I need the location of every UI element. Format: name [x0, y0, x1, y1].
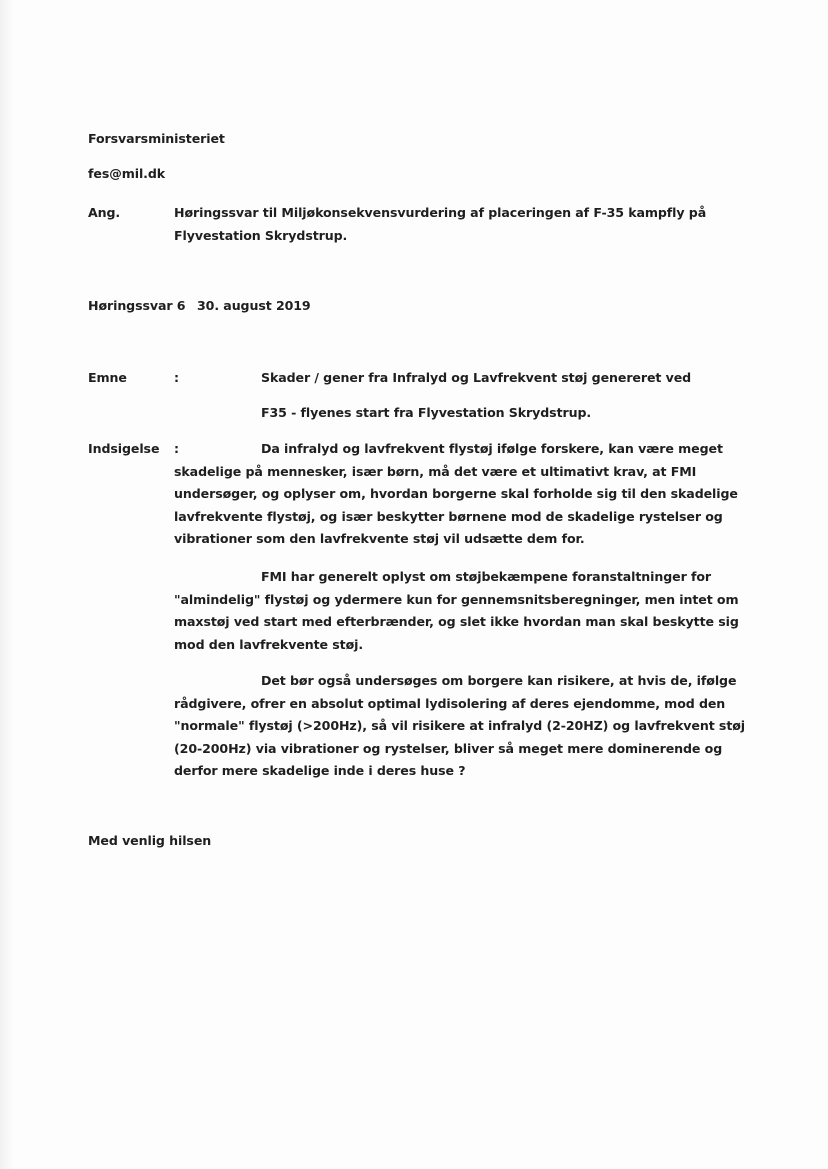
topic-label: Emne — [88, 370, 127, 385]
paragraph-line: maxstøj ved start med efterbrænder, og slet ikke hvordan man skal beskytte sig — [174, 614, 739, 630]
paragraph-line: vibrationer som den lavfrekvente støj vil udsætte dem for. — [174, 531, 585, 547]
subject-line-2: Flyvestation Skrydstrup. — [174, 228, 348, 243]
scan-edge-shadow — [0, 0, 14, 1169]
paragraph-line: "normale" flystøj (>200Hz), så vil risikere at infralyd (2-20HZ) og lavfrekvent støj — [174, 718, 746, 734]
objection-paragraph-2 — [174, 566, 739, 656]
reference-label: Høringssvar 6 — [88, 298, 186, 313]
subject-label: Ang. — [88, 205, 121, 220]
paragraph-line: lavfrekvente flystøj, og især beskytter børnene mod de skadelige rystelser og — [174, 508, 723, 524]
paragraph-line: derfor mere skadelige inde i deres huse ? — [174, 763, 466, 779]
subject-line-1: Høringssvar til Miljøkonsekvensvurdering af placeringen af F-35 kampfly på — [174, 205, 707, 220]
objection-colon: : — [174, 441, 179, 456]
objection-paragraph-1 — [174, 438, 738, 551]
topic-colon: : — [174, 370, 179, 385]
paragraph-line: mod den lavfrekvente støj. — [174, 636, 364, 652]
paragraph-line: FMI har generelt oplyst om støjbekæmpene foranstaltninger for — [261, 569, 712, 584]
paragraph-line: Det bør også undersøges om borgere kan risikere, at hvis de, ifølge — [261, 673, 737, 688]
topic-line-2: F35 - flyenes start fra Flyvestation Skrydstrup. — [261, 405, 592, 420]
recipient-name: Forsvarsministeriet — [88, 131, 225, 146]
reference-date: 30. august 2019 — [197, 298, 311, 313]
paragraph-line: (20-200Hz) via vibrationer og rystelser, bliver så meget mere dominerende og — [174, 740, 723, 756]
closing-greeting: Med venlig hilsen — [88, 833, 212, 848]
objection-label: Indsigelse — [88, 441, 160, 456]
paragraph-line: "almindelig" flystøj og ydermere kun for gennemsnitsberegninger, men intet om — [174, 591, 739, 607]
paragraph-line: rådgivere, ofrer en absolut optimal lydisolering af deres ejendomme, mod den — [174, 695, 726, 711]
paragraph-line: skadelige på mennesker, især børn, må det være et ultimativt krav, at FMI — [174, 463, 697, 479]
paragraph-line: Da infralyd og lavfrekvent flystøj ifølge forskere, kan være meget — [261, 441, 723, 456]
objection-paragraph-3 — [174, 670, 746, 783]
paragraph-line: undersøger, og oplyser om, hvordan borgerne skal forholde sig til den skadelige — [174, 486, 738, 502]
topic-line-1: Skader / gener fra Infralyd og Lavfrekvent støj genereret ved — [261, 370, 692, 385]
recipient-email: fes@mil.dk — [88, 166, 166, 181]
